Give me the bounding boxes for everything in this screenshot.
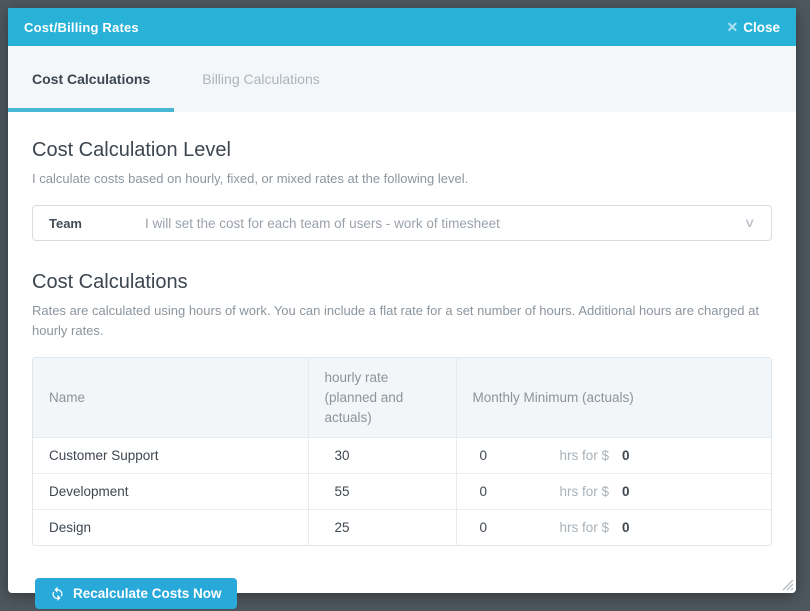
close-button[interactable] xyxy=(727,19,781,36)
cost-level-description: I calculate costs based on hourly, fixed, or mixed rates at the following level. xyxy=(32,171,469,186)
minimum-hours-value[interactable]: 0 xyxy=(479,484,488,500)
recalculate-costs-button[interactable] xyxy=(35,578,237,609)
hrs-for-label: hrs for $ xyxy=(559,520,610,536)
hrs-for-label: hrs for $ xyxy=(559,484,610,500)
modal-content xyxy=(8,112,796,609)
hourly-rate-cell[interactable]: 30 xyxy=(308,438,456,474)
close-icon: ✕ xyxy=(726,18,739,35)
cost-level-select-label: Team xyxy=(49,215,82,231)
rates-table xyxy=(33,358,771,545)
modal-header xyxy=(8,8,796,46)
team-name-cell: Development xyxy=(33,474,308,510)
minimum-amount-value[interactable]: 0 xyxy=(622,520,630,536)
tab-label: Billing Calculations xyxy=(202,71,320,87)
modal-title: Cost/Billing Rates xyxy=(24,19,139,35)
monthly-minimum-cell xyxy=(480,520,756,535)
cost-calculations-heading: Cost Calculations xyxy=(32,271,188,294)
chevron-down-icon: ∨ xyxy=(744,215,757,231)
cost-level-select[interactable] xyxy=(32,205,772,241)
monthly-minimum-cell xyxy=(480,448,756,463)
team-name-cell: Design xyxy=(33,510,308,546)
table-header-row xyxy=(33,358,771,437)
monthly-minimum-cell xyxy=(480,484,756,499)
tab-bar xyxy=(8,46,796,112)
cost-level-heading: Cost Calculation Level xyxy=(32,139,231,161)
close-label: Close xyxy=(743,19,780,35)
hourly-rate-cell[interactable]: 55 xyxy=(308,474,456,510)
refresh-icon xyxy=(50,586,65,601)
minimum-amount-value[interactable]: 0 xyxy=(622,484,630,500)
tab-label: Cost Calculations xyxy=(32,71,151,87)
minimum-amount-value[interactable]: 0 xyxy=(622,448,630,464)
table-row xyxy=(33,438,771,474)
column-header-name: Name xyxy=(33,358,308,437)
hrs-for-label: hrs for $ xyxy=(559,448,610,464)
tab-cost-calculations[interactable] xyxy=(8,46,174,112)
minimum-hours-value[interactable]: 0 xyxy=(479,448,488,464)
column-header-monthly-minimum: Monthly Minimum (actuals) xyxy=(456,358,771,437)
minimum-hours-value[interactable]: 0 xyxy=(479,520,488,536)
tab-billing-calculations[interactable] xyxy=(174,46,348,112)
table-row xyxy=(33,510,771,546)
column-header-hourly-rate: hourly rate (planned and actuals) xyxy=(308,358,456,437)
team-name-cell: Customer Support xyxy=(33,438,308,474)
rates-table-container xyxy=(32,357,772,546)
resize-grip-handle[interactable] xyxy=(781,578,794,591)
cost-level-select-value: I will set the cost for each team of users - work of timesheet xyxy=(145,215,500,231)
table-row xyxy=(33,474,771,510)
cost-billing-rates-modal xyxy=(8,8,796,602)
hourly-rate-cell[interactable]: 25 xyxy=(308,510,456,546)
recalculate-button-label: Recalculate Costs Now xyxy=(73,586,222,602)
cost-calculations-description: Rates are calculated using hours of work. You can include a flat rate for a set number of hours. Additional hours are charged at hourly rates. xyxy=(32,303,759,339)
